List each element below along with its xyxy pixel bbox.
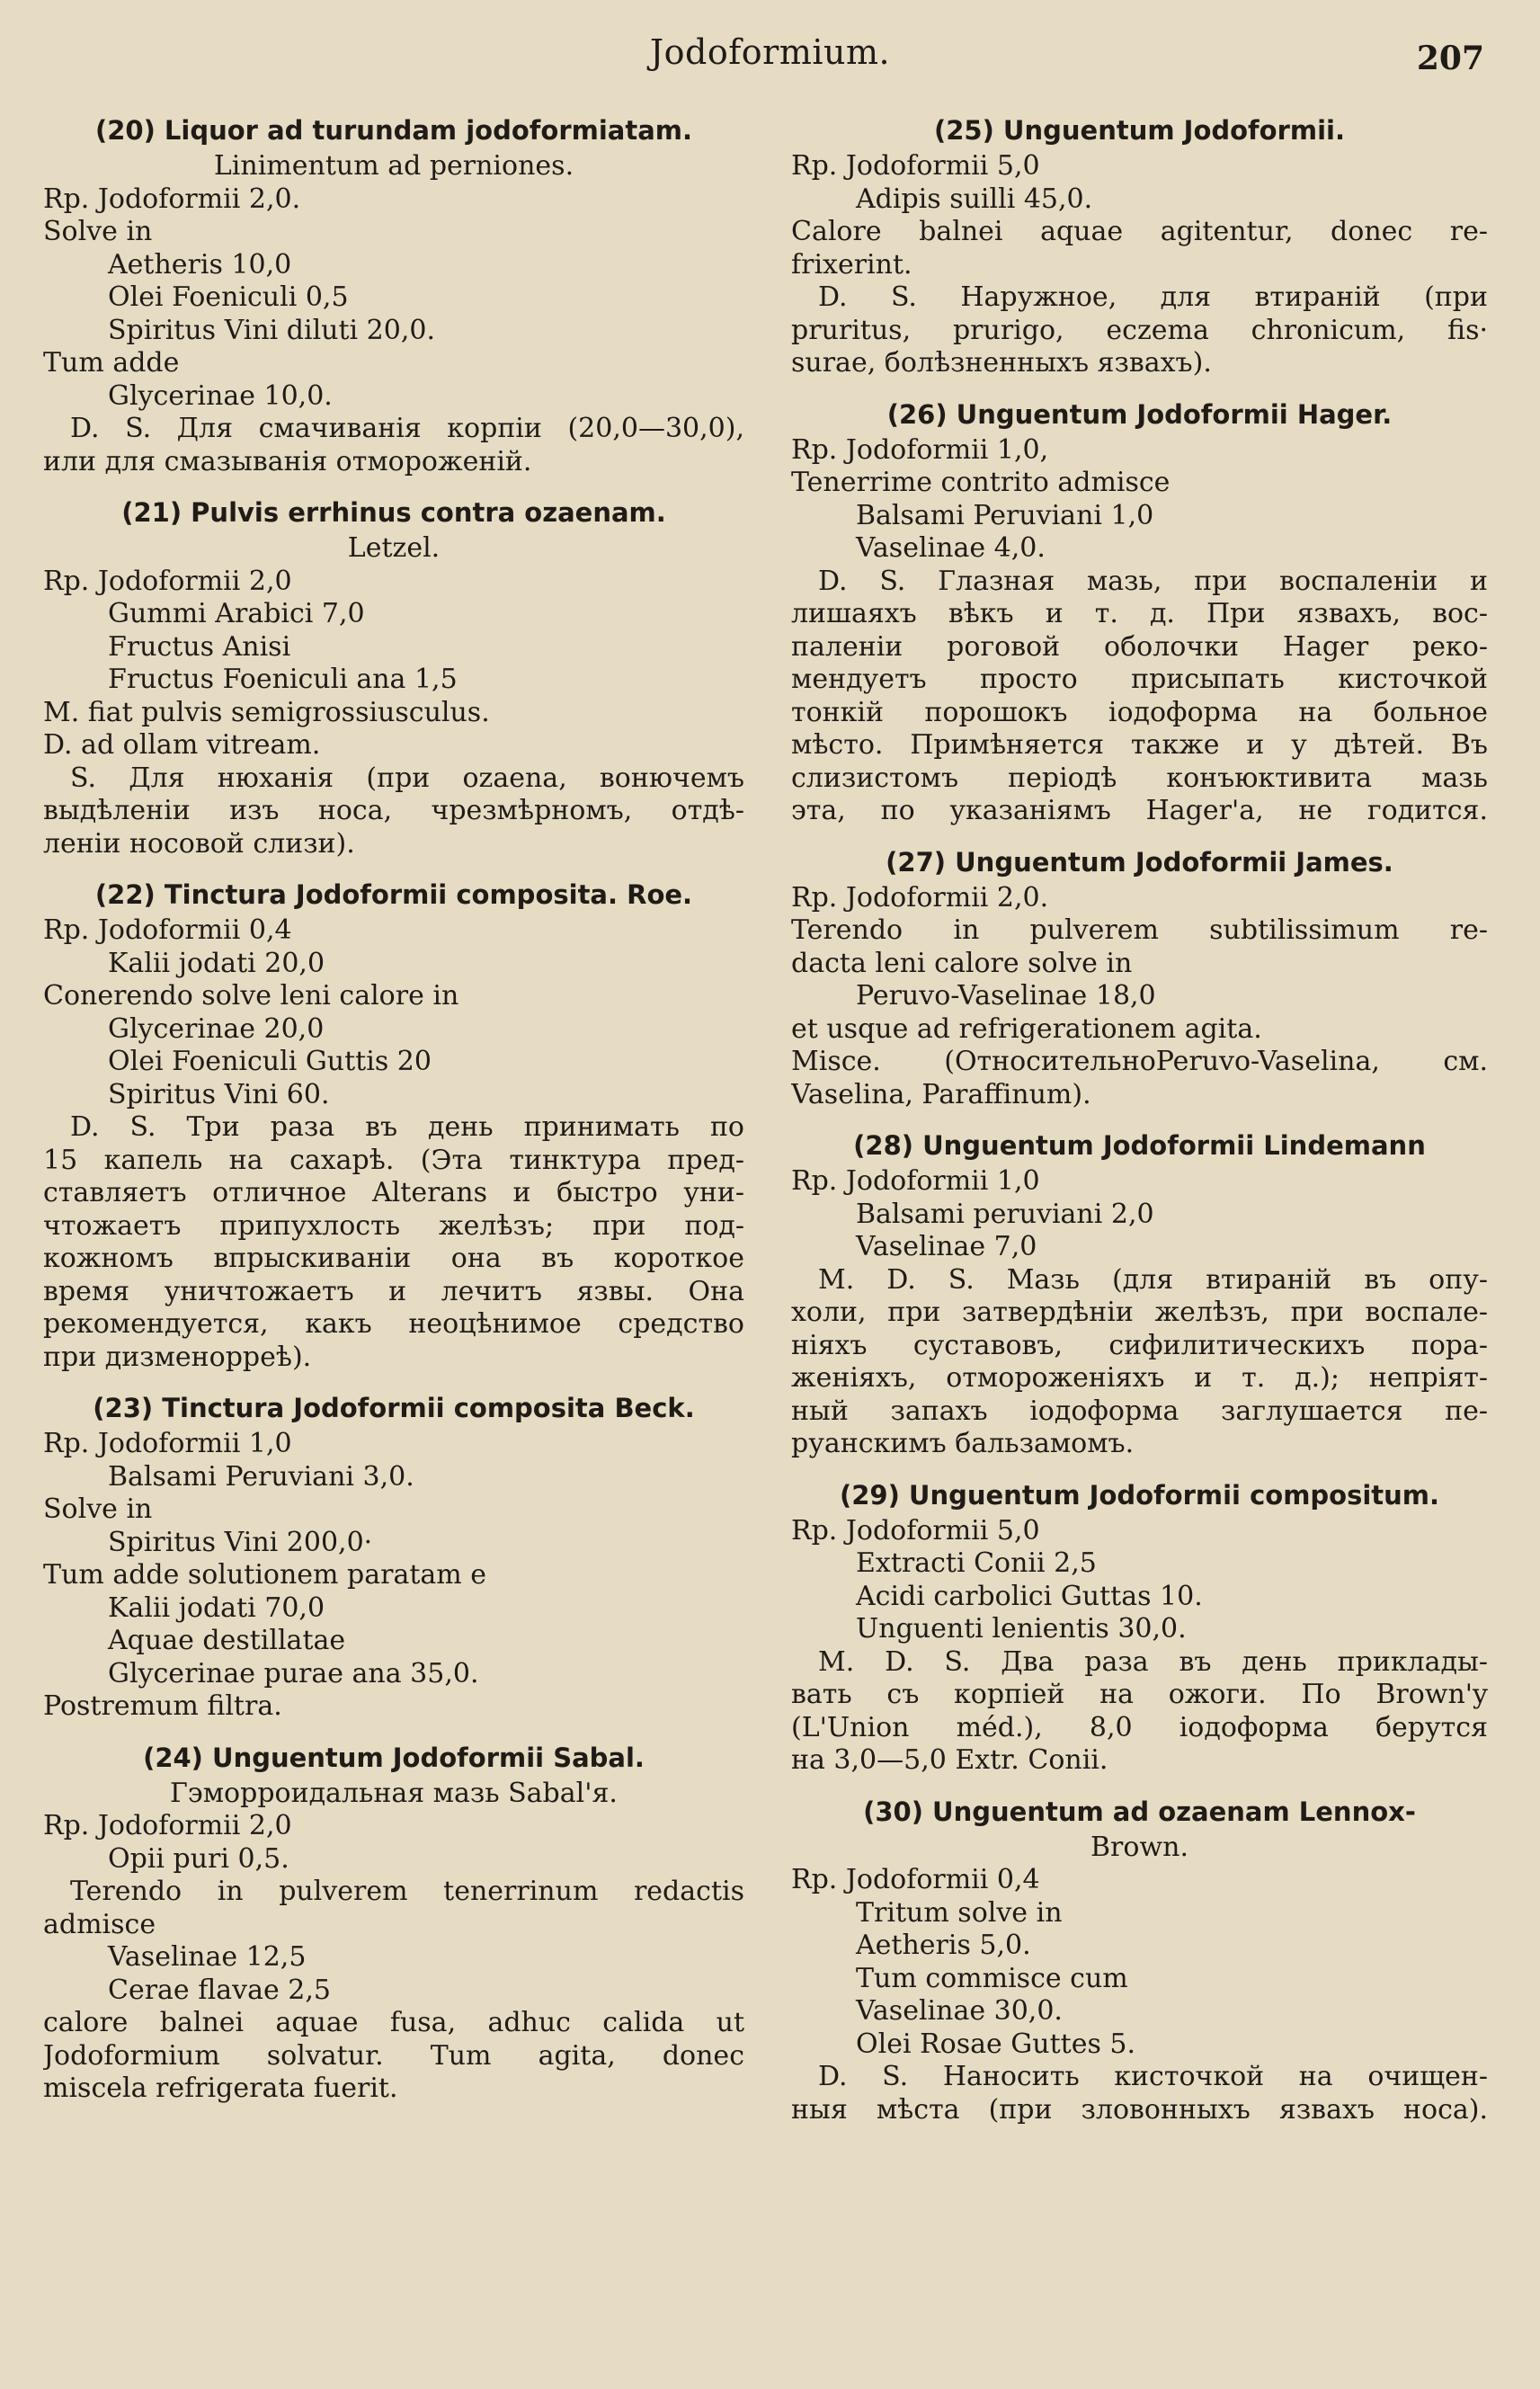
text-line: женіяхъ, отмороженіяхъ и т. д.); непріят- bbox=[791, 1362, 1488, 1394]
running-title: Jodoformium. bbox=[649, 32, 891, 72]
text-line: D. S. Глазная мазь, при воспаленіи и bbox=[818, 565, 1488, 597]
text-line: Letzel. bbox=[347, 532, 441, 564]
text-line: Spiritus Vini diluti 20,0. bbox=[108, 314, 436, 346]
left-column bbox=[43, 112, 744, 2122]
text-line: Rp. Jodoformii 2,0 bbox=[43, 1810, 292, 1841]
text-line: Kalii jodati 70,0 bbox=[108, 1591, 325, 1624]
text-line: эта, по указаніямъ Hager'a, не годится. bbox=[791, 795, 1488, 826]
text-line: S. Для нюханія (при ozaena, вонючемъ bbox=[70, 762, 744, 794]
recipe-title: (21) Pulvis errhinus contra ozaenam. bbox=[121, 497, 666, 528]
recipe-section bbox=[43, 112, 744, 478]
text-line: Solve in bbox=[43, 1493, 153, 1525]
text-line: Terendo in pulverem tenerrinum redactis bbox=[70, 1876, 744, 1907]
text-line: Gummi Arabici 7,0 bbox=[108, 598, 365, 629]
text-line: D. S. Наружное, для втираній (при bbox=[818, 281, 1488, 313]
recipe-section bbox=[791, 1794, 1488, 2127]
text-line: D. S. Для смачиванія корпіи (20,0—30,0), bbox=[70, 413, 744, 444]
text-line: Calore balnei aquae agitentur, donec re- bbox=[791, 216, 1488, 247]
text-line: Misce. (ОтносительноPeruvo-Vaselina, см. bbox=[791, 1046, 1488, 1077]
recipe-section bbox=[43, 1390, 744, 1724]
text-line: Rp. Jodoformii 2,0. bbox=[791, 881, 1049, 914]
text-line: чтожаетъ припухлость желѣзъ; при под- bbox=[43, 1209, 744, 1242]
text-line: Glycerinae purae ana 35,0. bbox=[108, 1657, 479, 1689]
text-line: Tum commisce cum bbox=[856, 1962, 1128, 1994]
text-line: Terendo in pulverem subtilissimum re- bbox=[791, 914, 1488, 946]
text-line: D. S. Наносить кисточкой на очищен- bbox=[818, 2061, 1488, 2092]
text-line: calore balnei aquae fusa, adhuc calida ut bbox=[43, 2007, 744, 2038]
recipe-section bbox=[791, 844, 1488, 1112]
text-line: Rp. Jodoformii 1,0 bbox=[791, 1165, 1040, 1197]
text-line: Solve in bbox=[43, 216, 153, 247]
text-line: Aquae destillatae bbox=[108, 1625, 346, 1656]
text-line: ный запахъ іодоформа заглушается пе- bbox=[791, 1395, 1488, 1427]
text-line: Balsami Peruviani 3,0. bbox=[108, 1460, 414, 1493]
text-line: Kalii jodati 20,0 bbox=[108, 947, 325, 979]
text-line: Rp. Jodoformii 2,0 bbox=[43, 565, 292, 597]
recipe-section bbox=[43, 877, 744, 1374]
recipe-title: (28) Unguentum Jodoformii Lindemann bbox=[853, 1130, 1426, 1161]
text-line: M. D. S. Два раза въ день приклады- bbox=[818, 1645, 1488, 1678]
text-line: Rp. Jodoformii 1,0 bbox=[43, 1428, 292, 1459]
text-line: D. ad ollam vitream. bbox=[43, 729, 321, 761]
text-line: мѣсто. Примѣняется также и у дѣтей. Въ bbox=[791, 729, 1488, 761]
text-line: Tenerrime contrito admisce bbox=[791, 467, 1171, 498]
recipe-title: (20) Liquor ad turundam jodoformiatam. bbox=[94, 115, 693, 146]
text-line: Cerae flavae 2,5 bbox=[108, 1974, 331, 2006]
text-line: miscela refrigerata fuerit. bbox=[43, 2073, 398, 2104]
recipe-section bbox=[43, 1740, 744, 2106]
recipe-section bbox=[791, 1128, 1488, 1461]
text-line: Tritum solve in bbox=[856, 1896, 1063, 1929]
text-line: рекомендуется, какъ неоцѣнимое средство bbox=[43, 1308, 744, 1340]
text-line: на 3,0—5,0 Extr. Conii. bbox=[791, 1744, 1108, 1776]
text-line: ніяхъ суставовъ, сифилитическихъ пора- bbox=[791, 1329, 1488, 1361]
text-line: pruritus, prurigo, eczema chronicum, fis· bbox=[791, 314, 1488, 346]
text-line: Fructus Anisi bbox=[108, 630, 291, 663]
text-line: Olei Foeniculi Guttis 20 bbox=[108, 1046, 432, 1077]
recipe-title: (29) Unguentum Jodoformii compositum. bbox=[839, 1479, 1440, 1511]
text-line: Glycerinae 10,0. bbox=[108, 379, 333, 412]
text-line: Olei Foeniculi 0,5 bbox=[108, 281, 349, 313]
text-line: (L'Union méd.), 8,0 іодоформа берутся bbox=[791, 1711, 1488, 1743]
recipe-section bbox=[791, 1477, 1488, 1778]
text-line: Rp. Jodoformii 0,4 bbox=[791, 1864, 1040, 1895]
recipe-title: (27) Unguentum Jodoformii James. bbox=[886, 846, 1393, 878]
page-header bbox=[0, 27, 1540, 81]
text-line: Linimentum ad perniones. bbox=[213, 150, 574, 182]
recipe-title: (22) Tinctura Jodoformii composita. Roe. bbox=[94, 879, 693, 910]
text-line: Tum adde solutionem paratam e bbox=[43, 1559, 487, 1591]
recipe-title: (30) Unguentum ad ozaenam Lennox- bbox=[863, 1796, 1416, 1827]
text-line: ныя мѣста (при зловонныхъ язвахъ носа). bbox=[791, 2093, 1488, 2126]
text-line: Adipis suilli 45,0. bbox=[856, 183, 1093, 215]
text-line: Гэморроидальная мазь Sabal'я. bbox=[170, 1777, 618, 1809]
text-line: или для смазыванія отмороженій. bbox=[43, 445, 532, 477]
text-line: dacta leni calore solve in bbox=[791, 947, 1133, 979]
text-line: время уничтожаетъ и лечитъ язвы. Она bbox=[43, 1275, 744, 1307]
text-line: Olei Rosae Guttes 5. bbox=[856, 2028, 1136, 2060]
recipe-section bbox=[791, 112, 1488, 380]
text-line: Rp. Jodoformii 0,4 bbox=[43, 914, 292, 946]
text-line: M. fiat pulvis semigrossiusculus. bbox=[43, 696, 490, 728]
text-line: холи, при затвердѣніи желѣзъ, при воспале- bbox=[791, 1297, 1488, 1328]
text-line: Balsami peruviani 2,0 bbox=[856, 1198, 1154, 1230]
text-line: admisce bbox=[43, 1908, 156, 1940]
text-line: Unguenti lenientis 30,0. bbox=[856, 1613, 1187, 1645]
text-line: кожномъ впрыскиваніи она въ короткое bbox=[43, 1243, 744, 1274]
text-line: Extracti Conii 2,5 bbox=[856, 1547, 1097, 1579]
text-line: Postremum filtra. bbox=[43, 1690, 282, 1722]
text-line: D. S. Три раза въ день принимать по bbox=[70, 1111, 744, 1143]
text-line: Opii puri 0,5. bbox=[108, 1842, 289, 1875]
text-line: Rp. Jodoformii 2,0. bbox=[43, 183, 301, 215]
text-line: Vaselina, Paraffinum). bbox=[791, 1078, 1091, 1110]
text-line: Spiritus Vini 200,0· bbox=[108, 1526, 373, 1558]
text-line: Tum adde bbox=[43, 347, 180, 379]
text-line: Rp. Jodoformii 1,0, bbox=[791, 433, 1049, 466]
text-line: ставляетъ отличное Alterans и быстро уни- bbox=[43, 1177, 744, 1208]
text-line: мендуетъ просто присыпать кисточкой bbox=[791, 664, 1488, 695]
right-column bbox=[791, 112, 1488, 2143]
text-line: Vaselinae 30,0. bbox=[856, 1995, 1063, 2027]
text-line: слизистомъ періодѣ конъюктивита мазь bbox=[791, 762, 1488, 794]
text-line: лишаяхъ вѣкъ и т. д. При язвахъ, вос- bbox=[791, 598, 1488, 629]
text-line: Spiritus Vini 60. bbox=[108, 1078, 330, 1110]
text-line: Vaselinae 4,0. bbox=[856, 532, 1046, 564]
text-line: Rp. Jodoformii 5,0 bbox=[791, 1514, 1040, 1547]
text-line: Vaselinae 12,5 bbox=[108, 1941, 307, 1973]
text-line: при дизменорреѣ). bbox=[43, 1341, 312, 1373]
recipe-title: (23) Tinctura Jodoformii composita Beck. bbox=[93, 1393, 695, 1423]
text-line: выдѣленіи изъ носа, чрезмѣрномъ, отдѣ- bbox=[43, 795, 744, 826]
text-line: Aetheris 10,0 bbox=[108, 248, 292, 281]
text-line: тонкій порошокъ іодоформа на больное bbox=[791, 696, 1488, 728]
text-line: Fructus Foeniculi ana 1,5 bbox=[108, 664, 458, 695]
text-line: Vaselinae 7,0 bbox=[856, 1231, 1037, 1262]
page-number: 207 bbox=[1416, 40, 1484, 77]
recipe-title: (24) Unguentum Jodoformii Sabal. bbox=[143, 1742, 645, 1773]
text-line: Glycerinae 20,0 bbox=[108, 1012, 325, 1045]
text-line: Conerendo solve leni calore in bbox=[43, 980, 459, 1012]
text-line: паленіи роговой оболочки Hager реко- bbox=[791, 630, 1488, 663]
text-line: 15 капель на сахарѣ. (Эта тинктура пред- bbox=[43, 1144, 744, 1176]
text-line: Peruvo-Vaselinae 18,0 bbox=[856, 980, 1156, 1012]
text-line: M. D. S. Мазь (для втираній въ опу- bbox=[818, 1263, 1488, 1296]
recipe-title: (26) Unguentum Jodoformii Hager. bbox=[886, 398, 1393, 430]
text-line: et usque ad refrigerationem agita. bbox=[791, 1012, 1262, 1045]
text-line: руанскимъ бальзамомъ. bbox=[791, 1428, 1135, 1459]
text-line: вать съ корпіей на ожоги. По Brown'y bbox=[791, 1679, 1488, 1710]
recipe-section bbox=[791, 397, 1488, 828]
text-line: Balsami Peruviani 1,0 bbox=[856, 499, 1154, 531]
text-line: Acidi carbolici Guttas 10. bbox=[856, 1580, 1203, 1612]
recipe-section bbox=[43, 495, 744, 860]
text-line: Aetheris 5,0. bbox=[856, 1930, 1031, 1961]
text-line: леніи носовой слизи). bbox=[43, 827, 355, 860]
text-line: frixerint. bbox=[791, 248, 912, 281]
recipe-title: (25) Unguentum Jodoformii. bbox=[933, 115, 1346, 146]
text-line: Jodoformium solvatur. Tum agita, donec bbox=[43, 2039, 744, 2072]
text-line: Brown. bbox=[1090, 1831, 1188, 1863]
text-line: surae, болѣзненныхъ язвахъ). bbox=[791, 347, 1212, 379]
text-line: Rp. Jodoformii 5,0 bbox=[791, 150, 1040, 182]
